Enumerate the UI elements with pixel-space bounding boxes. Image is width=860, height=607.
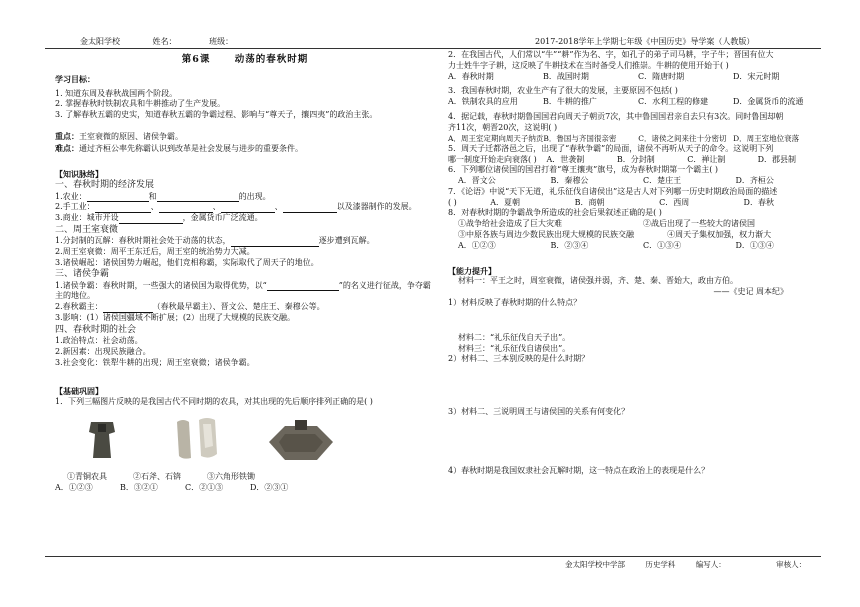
q5-row [448,155,828,166]
q8-statements-1 [448,219,828,230]
iron-hoe-icon [265,420,337,464]
s4-politics: 1.政治特点：社会动荡。 [55,335,143,345]
q8-statement-1: ①战争给社会造成了巨大灾难 [458,219,562,229]
q2-options [448,72,828,83]
s1-agriculture: 1.农业： 和 的出现。 [55,191,271,201]
goals-heading: 学习目标： [55,73,95,84]
goal-3: 3. 了解春秋五霸的史实，知道春秋五霸的争霸过程、影响与“尊天子，攘四夷”的政治主张。 [55,110,378,120]
q4-option-a[interactable]: A．周王室定期向周天子纳贡 [448,133,544,143]
q3-option-b[interactable]: B．牛耕的推广 [543,97,597,107]
left-column [55,50,435,494]
s2-decline: 2.周王室衰微：周平王东迁后，周王室的统治势力大减。 [55,246,255,256]
question-8: 8．对春秋时期的争霸战争所造成的社会后果叙述正确的是( ) [448,208,662,218]
name-label: 姓名： [152,37,177,46]
s4-social-change: 3.社会变化：铁犁牛耕的出现；周王室衰微；诸侯争霸。 [55,357,255,367]
q1-option-c[interactable]: C．②①③ [185,482,224,492]
q5-option-c[interactable]: C．禅让制 [687,154,726,164]
q2-option-c[interactable]: C．隋唐时期 [638,71,685,81]
school-name: 金太阳学校 [80,37,120,46]
q8-statements-2 [448,230,828,241]
section-1: 一、春秋时期的经济发展 [55,180,155,191]
s3-hegemony: 1.诸侯争霸：春秋时期，一些强大的诸侯国为取得优势，以“ ”的名义进行征战，争夺霸主的地位。 [55,280,431,301]
tool-images [55,414,435,470]
goal-1: 1. 知道东周及春秋战国两个阶段。 [55,88,178,98]
class-label: 班级： [209,37,234,46]
caption-2: ②石斧、石锛 [133,471,181,481]
ability-heading: 【能力提升】 [448,265,496,276]
q7-option-a[interactable]: A．夏朝 [490,197,520,207]
q5-option-d[interactable]: D．郡县制 [757,154,797,164]
question-4-line-1: 4．据记载，春秋时期鲁国国君向周天子朝贡7次，其中鲁国国君亲自去只有3次。同时鲁国却朝 [448,111,784,121]
q8-option-d[interactable]: D．①③④ [735,240,774,250]
q1-option-a[interactable]: A．①②③ [55,482,93,492]
q6-option-d[interactable]: D．齐桓公 [735,176,774,186]
lesson-number: 第6课 [181,54,211,65]
q7-option-c[interactable]: C．西周 [659,197,690,207]
q3-options [448,97,828,108]
question-6: 6．下列哪位诸侯国的国君打着“尊王攘夷”旗号，成为春秋时期第一个霸主( ) [448,165,719,175]
stone-axe-icon [173,416,221,462]
question-2-line-1: 2．在我国古代，人们常以“牛”“耕”作为名、字，如孔子的弟子司马耕，字子牛；晋国有位大 [448,50,774,59]
s2-rise: 3.诸侯崛起：诸侯国势力崛起，他们竞相称霸，实际取代了周天子的地位。 [55,257,319,267]
tool-captions [55,472,435,483]
footer-reviewer: 审核人： [776,560,807,569]
section-2: 二、周王室衰微 [55,224,119,235]
header-divider [45,48,821,49]
bronze-tool-icon [85,420,119,460]
question-1: 1．下列三幅图片反映的是我国古代不同时期的农具，对其出现的先后顺序排列正确的是( ) [55,397,373,407]
q6-options [448,176,828,187]
q6-option-c[interactable]: C．楚庄王 [643,176,682,186]
footer-school: 金太阳学校中学部 [565,560,625,569]
s1-handicraft: 2.手工业： 、 、 、 以及漆器制作的发展。 [55,202,417,212]
q3-option-c[interactable]: C．水利工程的修建 [638,97,709,107]
sub-question-4: 4）春秋时期是我国奴隶社会瓦解时期，这一特点在政治上的表现是什么？ [448,466,710,476]
q8-statement-3: ③中原各族与周边少数民族出现大规模的民族交融 [458,230,634,240]
footer-divider [45,556,821,557]
q8-option-b[interactable]: B．②③④ [550,240,589,250]
footer [565,560,824,570]
lesson-name: 动荡的春秋时期 [234,54,309,65]
caption-1: ①青铜农具 [67,471,107,481]
q7-option-b[interactable]: B．商朝 [574,197,605,207]
question-3: 3．我国春秋时期，农业生产有了很大的发展，主要原因不包括( ) [448,86,678,96]
q3-option-d[interactable]: D．金属货币的流通 [733,97,804,107]
lesson-title [55,54,435,67]
q6-option-a[interactable]: A．晋文公 [458,176,496,186]
q8-option-a[interactable]: A．①②③ [458,240,496,250]
goal-2: 2. 掌握春秋时铁制农具和牛耕推动了生产发展。 [55,99,226,109]
q1-option-d[interactable]: D．②③① [250,482,289,492]
header-left [80,37,263,48]
q5-option-b[interactable]: B．分封制 [616,154,655,164]
q8-statement-2: ②战后出现了一些较大的诸侯国 [643,219,755,229]
section-4: 四、春秋时期的社会 [55,324,137,335]
s1-commerce: 3.商业：城市开设 ，金属货币广泛流通。 [55,213,263,223]
header-right: 2017-2018学年上学期七年级《中国历史》导学案（人教版） [535,37,755,46]
question-7-line-1: 7．《论语》中说“天下无道，礼乐征伐自诸侯出”这是古人对下列哪一历史时期政治局面的描述 [448,186,778,196]
question-5-line-1: 5．周天子迁都洛邑之后，出现了“春秋争霸”的局面，诸侯不再听从天子的命令。这说明下列 [448,143,774,153]
q8-option-c[interactable]: C．①③④ [643,240,682,250]
question-7-line-2: ( ) [448,197,457,207]
q2-option-d[interactable]: D．宋元时期 [733,71,780,81]
q6-option-b[interactable]: B．秦穆公 [550,176,589,186]
s3-impact: 3.影响：(1）诸侯国疆域不断扩展；(2）出现了大规模的民族交融。 [55,312,296,322]
q1-option-b[interactable]: B．③②① [120,482,158,492]
q8-statement-4: ④周天子集权加强，权力渐大 [667,230,772,240]
right-column [448,50,828,477]
q4-options [448,134,828,144]
q1-options [55,483,315,494]
q7-row [448,198,828,209]
q4-option-d[interactable]: D．周王室地位衰落 [733,133,800,143]
footer-subject: 历史学科 [645,560,676,569]
material-3: 材料三：“礼乐征伐自诸侯出”。 [458,343,571,353]
material-1-source: ——《史记 周本纪》 [713,287,788,297]
sub-question-1: 1）材料反映了春秋时期的什么特点？ [448,298,582,308]
sub-question-3: 3）材料二、三说明周王与诸侯国的关系有何变化？ [448,407,630,417]
footer-writer: 编写人： [695,560,726,569]
q7-option-d[interactable]: D．春秋 [743,197,774,207]
question-4-line-2: 齐11次，朝晋20次，这说明( ) [448,122,558,132]
sub-question-2: 2）材料二、三本别反映的是什么时期？ [448,354,590,364]
s4-new-factors: 2.新因素：出现民族融合。 [55,346,151,356]
q5-option-a[interactable]: A．世袭制 [546,154,585,164]
material-2: 材料二：“礼乐征伐自天子出”。 [458,332,571,342]
basic-heading: 【基础巩固】 [55,386,103,397]
material-1: 材料一：平王之时，周室衰微，诸侯强并弱，齐、楚、秦、晋始大，政由方伯。 [458,276,738,286]
key-point: 重点：王室衰微的原因、诸侯争霸。 [55,131,183,141]
s2-feudal: 1.分封制的瓦解：春秋时期社会处于动荡的状态， 逐步遭到瓦解。 [55,236,375,246]
q4-option-c[interactable]: C．诸侯之间来往十分密切 [638,133,727,143]
difficult-point: 难点：通过齐桓公率先称霸认识到改革是社会发展与进步的重要条件。 [55,142,303,153]
knowledge-heading: 【知识脉络】 [55,168,103,179]
q8-options [448,241,828,252]
q2-option-b[interactable]: B．战国时期 [543,71,589,81]
q2-option-a[interactable]: A．春秋时期 [448,71,494,81]
section-3: 三、诸侯争霸 [55,269,110,280]
question-5-line-2: 哪一制度开始走向衰落( ) [448,154,537,164]
s3-hegemons: 2.春秋霸主： （春秋最早霸主）、晋文公、楚庄王、秦穆公等。 [55,302,325,312]
q3-option-a[interactable]: A．铁制农具的应用 [448,97,518,107]
question-2-line-2: 力士姓牛字子耕，这反映了牛耕技术在当时备受人们推崇。牛耕的使用开始于( ) [448,60,729,70]
caption-3: ③六角形铁锄 [207,471,255,481]
q4-option-b[interactable]: B．鲁国与齐国很亲密 [543,133,617,143]
